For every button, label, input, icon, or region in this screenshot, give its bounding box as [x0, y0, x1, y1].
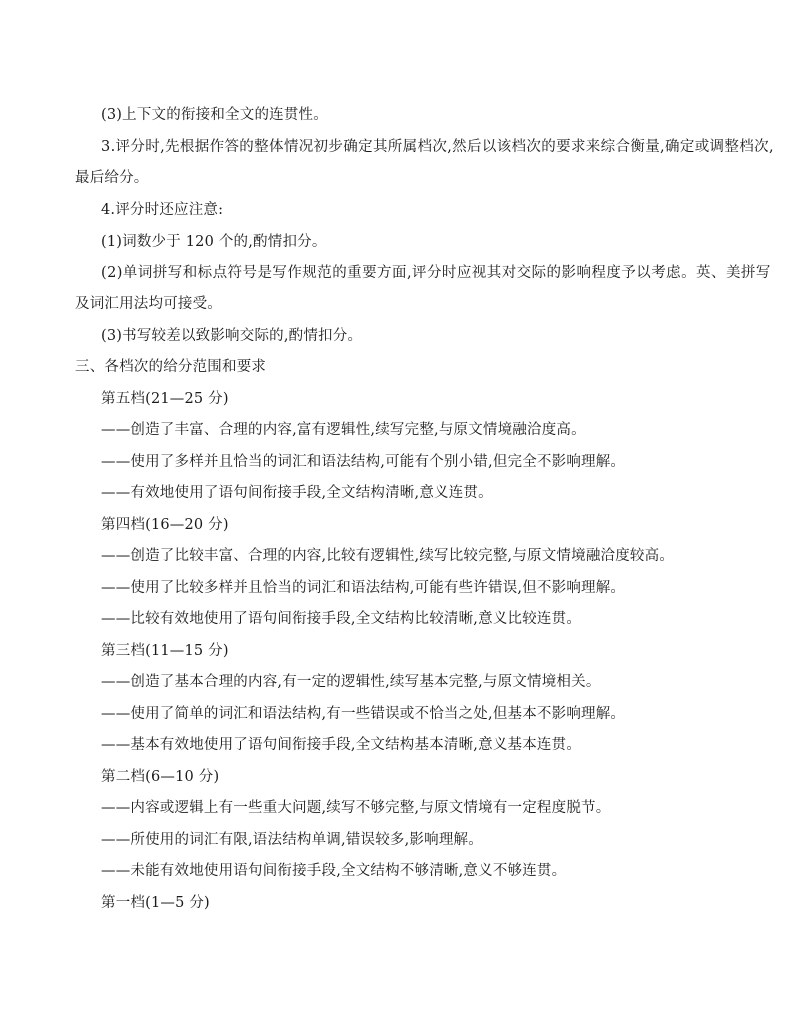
- grade-3-content: ——创造了基本合理的内容,有一定的逻辑性,续写基本完整,与原文情境相关。: [101, 674, 601, 690]
- grade-2-heading: 第二档(6—10 分): [101, 769, 220, 785]
- grade-2-cohesion: ——未能有效地使用语句间衔接手段,全文结构不够清晰,意义不够连贯。: [101, 863, 567, 879]
- grade-5-cohesion: ——有效地使用了语句间衔接手段,全文结构清晰,意义连贯。: [101, 485, 493, 501]
- note-spelling-line-1: (2)单词拼写和标点符号是写作规范的重要方面,评分时应视其对交际的影响程度予以考虑。英、美拼写: [101, 265, 771, 281]
- note-word-count: (1)词数少于 120 个的,酌情扣分。: [101, 234, 327, 250]
- grade-5-heading: 第五档(21—25 分): [101, 391, 229, 407]
- grade-3-vocabulary: ——使用了简单的词汇和语法结构,有一些错误或不恰当之处,但基本不影响理解。: [101, 706, 626, 722]
- note-handwriting: (3)书写较差以致影响交际的,酌情扣分。: [101, 328, 363, 344]
- grade-4-content: ——创造了比较丰富、合理的内容,比较有逻辑性,续写比较完整,与原文情境融洽度较高。: [101, 548, 675, 564]
- section-heading-grade-levels: 三、各档次的给分范围和要求: [75, 359, 267, 375]
- grade-5-content: ——创造了丰富、合理的内容,富有逻辑性,续写完整,与原文情境融洽度高。: [101, 422, 586, 438]
- grade-3-heading: 第三档(11—15 分): [101, 643, 229, 659]
- grade-3-cohesion: ——基本有效地使用了语句间衔接手段,全文结构基本清晰,意义基本连贯。: [101, 737, 582, 753]
- scoring-rule-3-line-2: 最后给分。: [75, 170, 149, 186]
- scoring-rule-3-line-1: 3.评分时,先根据作答的整体情况初步确定其所属档次,然后以该档次的要求来综合衡量,确定或调整档次,: [101, 139, 774, 155]
- criteria-item-3-coherence: (3)上下文的衔接和全文的连贯性。: [101, 107, 328, 123]
- grade-1-heading: 第一档(1—5 分): [101, 895, 210, 911]
- scoring-rule-4-heading: 4.评分时还应注意:: [101, 202, 224, 218]
- grade-2-content: ——内容或逻辑上有一些重大问题,续写不够完整,与原文情境有一定程度脱节。: [101, 800, 611, 816]
- grade-4-vocabulary: ——使用了比较多样并且恰当的词汇和语法结构,可能有些许错误,但不影响理解。: [101, 580, 626, 596]
- grade-2-vocabulary: ——所使用的词汇有限,语法结构单调,错误较多,影响理解。: [101, 832, 483, 848]
- note-spelling-line-2: 及词汇用法均可接受。: [75, 296, 222, 312]
- grade-4-cohesion: ——比较有效地使用了语句间衔接手段,全文结构比较清晰,意义比较连贯。: [101, 611, 582, 627]
- grade-5-vocabulary: ——使用了多样并且恰当的词汇和语法结构,可能有个别小错,但完全不影响理解。: [101, 454, 626, 470]
- grade-4-heading: 第四档(16—20 分): [101, 517, 229, 533]
